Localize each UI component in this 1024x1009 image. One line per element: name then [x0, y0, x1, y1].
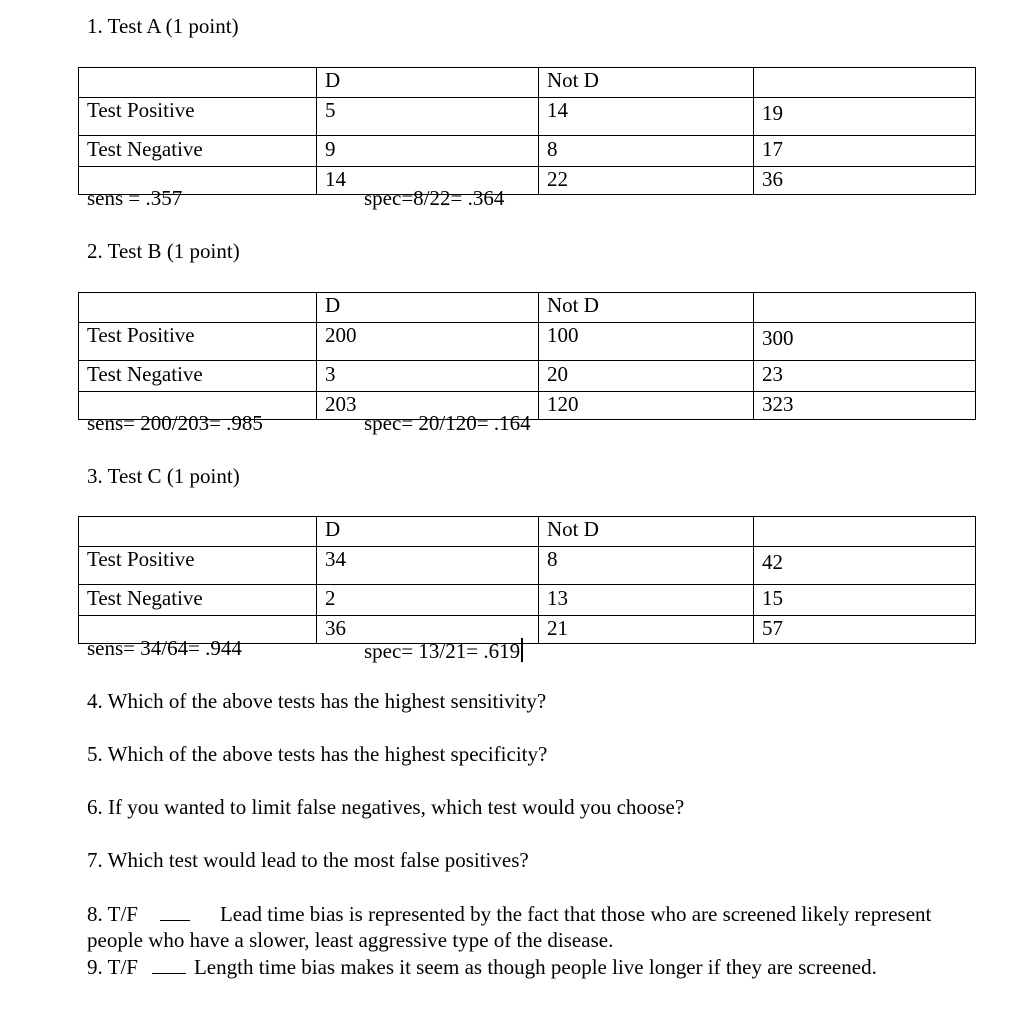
table-cell: 34: [317, 547, 539, 585]
question-9: [87, 957, 877, 978]
table-cell: 8: [539, 136, 754, 167]
question-5: 5. Which of the above tests has the highest specificity?: [87, 742, 548, 766]
table-cell: [754, 517, 976, 547]
table-cell: D: [317, 68, 539, 98]
answer-blank[interactable]: [160, 920, 190, 921]
table-cell: 14: [539, 98, 754, 136]
specificity-text: spec= 13/21= .619: [364, 639, 521, 663]
table-cell: [79, 293, 317, 323]
table-cell: 22: [539, 167, 754, 195]
table-cell: 36: [754, 167, 976, 195]
table-cell: 300: [754, 323, 976, 361]
table-cell: Test Negative: [79, 136, 317, 167]
table-cell: [754, 293, 976, 323]
table-cell: Test Negative: [79, 585, 317, 616]
table-cell: 15: [754, 585, 976, 616]
table-cell: 23: [754, 361, 976, 392]
table-cell: 36: [317, 616, 539, 644]
table-cell: Test Negative: [79, 361, 317, 392]
table-header-row: [79, 293, 976, 323]
table-cell: 120: [539, 392, 754, 420]
table-cell: Not D: [539, 293, 754, 323]
question-8: [87, 901, 967, 953]
question-9-prefix: 9. T/F: [87, 955, 138, 979]
question-9-text: Length time bias makes it seem as though people live longer if they are screened.: [193, 955, 877, 979]
item-1-sensitivity: sens = .357: [87, 186, 183, 210]
table-cell: 323: [754, 392, 976, 420]
table-cell: [79, 68, 317, 98]
table-row: [79, 585, 976, 616]
table-cell: 13: [539, 585, 754, 616]
table-cell: 203: [317, 392, 539, 420]
answer-blank[interactable]: [152, 973, 186, 974]
table-row: [79, 98, 976, 136]
table-cell: Not D: [539, 517, 754, 547]
table-cell: 21: [539, 616, 754, 644]
table-row: [79, 361, 976, 392]
question-8-prefix: 8. T/F: [87, 902, 138, 926]
table-cell: 42: [754, 547, 976, 585]
table-cell: 100: [539, 323, 754, 361]
table-cell: Not D: [539, 68, 754, 98]
item-2-table: [78, 292, 976, 420]
table-total-row: [79, 167, 976, 195]
item-3-heading: 3. Test C (1 point): [87, 464, 240, 488]
table-cell: 2: [317, 585, 539, 616]
table-cell: 9: [317, 136, 539, 167]
item-1-specificity: spec=8/22= .364: [364, 186, 505, 210]
table-cell: 5: [317, 98, 539, 136]
item-2-heading: 2. Test B (1 point): [87, 239, 240, 263]
question-8-text: Lead time bias is represented by the fact that those who are screened likely represent people who have a slower, least aggressive type of the disease.: [87, 902, 932, 952]
table-cell: 14: [317, 167, 539, 195]
question-6: 6. If you wanted to limit false negatives, which test would you choose?: [87, 795, 685, 819]
table-cell: 57: [754, 616, 976, 644]
question-4: 4. Which of the above tests has the highest sensitivity?: [87, 689, 547, 713]
item-3-table: [78, 516, 976, 644]
table-cell: D: [317, 293, 539, 323]
table-cell: Test Positive: [79, 323, 317, 361]
item-1-table: [78, 67, 976, 195]
table-cell: 17: [754, 136, 976, 167]
table-header-row: [79, 517, 976, 547]
text-cursor: [521, 638, 523, 662]
table-cell: Test Positive: [79, 98, 317, 136]
item-1-heading: 1. Test A (1 point): [87, 14, 239, 38]
table-cell: D: [317, 517, 539, 547]
table-cell: Test Positive: [79, 547, 317, 585]
item-2-sensitivity: sens= 200/203= .985: [87, 411, 263, 435]
table-header-row: [79, 68, 976, 98]
table-cell: [79, 517, 317, 547]
table-cell: [754, 68, 976, 98]
table-row: [79, 323, 976, 361]
item-3-sensitivity: sens= 34/64= .944: [87, 636, 242, 660]
table-cell: 3: [317, 361, 539, 392]
table-cell: 200: [317, 323, 539, 361]
table-cell: 8: [539, 547, 754, 585]
table-cell: 20: [539, 361, 754, 392]
table-row: [79, 547, 976, 585]
question-7: 7. Which test would lead to the most false positives?: [87, 848, 529, 872]
table-row: [79, 136, 976, 167]
table-cell: 19: [754, 98, 976, 136]
item-3-specificity[interactable]: [364, 638, 523, 662]
item-2-specificity: spec= 20/120= .164: [364, 411, 531, 435]
